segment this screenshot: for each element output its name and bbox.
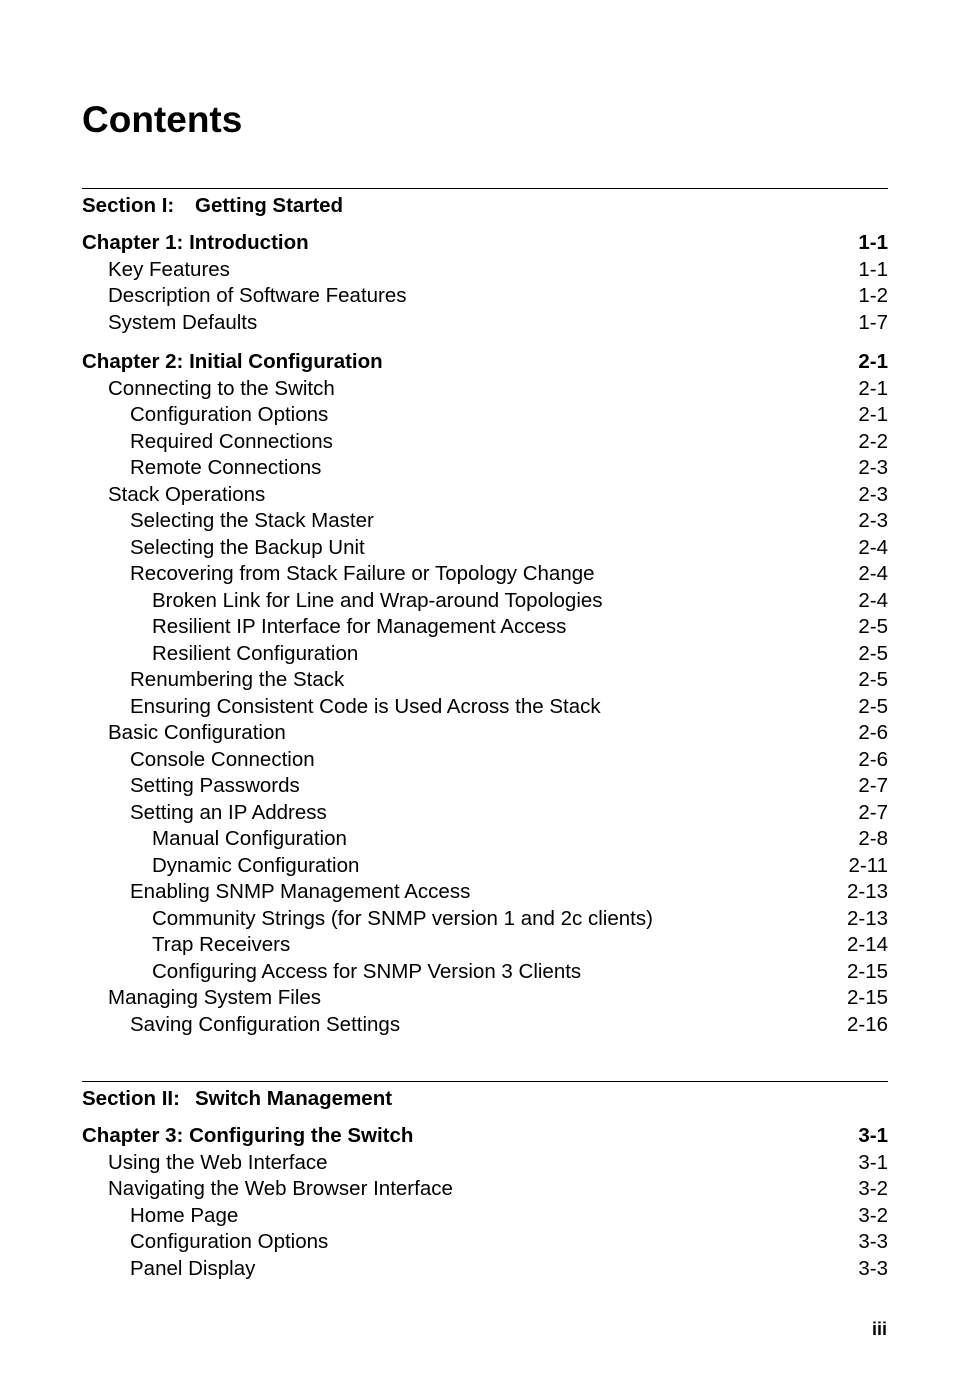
toc-entry bbox=[82, 667, 888, 694]
toc-entry-page: 1-1 bbox=[858, 231, 888, 254]
toc-entry-title: Required Connections bbox=[130, 429, 333, 453]
toc-entry-page: 3-2 bbox=[858, 1203, 888, 1227]
toc-entry-title: Recovering from Stack Failure or Topology Change bbox=[130, 562, 595, 585]
toc-entry-title: Chapter 2: Initial Configuration bbox=[82, 350, 383, 373]
toc-entry bbox=[82, 283, 888, 310]
section-heading bbox=[82, 193, 343, 219]
toc-entry-page: 1-1 bbox=[858, 257, 888, 281]
toc-entry-page: 2-4 bbox=[858, 588, 888, 612]
toc-entry-page: 2-3 bbox=[858, 509, 888, 532]
toc-entry-title: Selecting the Backup Unit bbox=[130, 535, 365, 559]
toc-entry bbox=[82, 614, 888, 641]
toc-entry bbox=[82, 906, 888, 933]
toc-entry-page: 2-6 bbox=[858, 721, 888, 744]
toc-entry-title: Selecting the Stack Master bbox=[130, 509, 374, 532]
toc-entry bbox=[82, 455, 888, 482]
toc-entry-title: Stack Operations bbox=[108, 482, 266, 506]
section-heading bbox=[82, 1086, 392, 1112]
toc-entry bbox=[82, 257, 888, 284]
toc-entry-page: 2-15 bbox=[846, 959, 888, 983]
toc-entry bbox=[82, 1229, 888, 1256]
toc-entry-title: Broken Link for Line and Wrap-around Topologies bbox=[152, 588, 603, 612]
toc-entry bbox=[82, 932, 888, 959]
toc-entry-title: Basic Configuration bbox=[108, 721, 286, 744]
toc-entry-page: 2-2 bbox=[858, 429, 888, 453]
chapter-heading bbox=[82, 230, 888, 257]
toc-entry-title: Configuring Access for SNMP Version 3 Clients bbox=[152, 959, 582, 983]
toc-entry-title: Community Strings (for SNMP version 1 and 2c clients) bbox=[152, 906, 653, 930]
chapter-heading bbox=[82, 1123, 888, 1150]
toc-entry-title: Ensuring Consistent Code is Used Across the Stack bbox=[130, 694, 601, 718]
toc-entry-title: Configuration Options bbox=[130, 403, 329, 426]
toc-entry-title: Resilient Configuration bbox=[152, 641, 359, 665]
toc-entry bbox=[82, 588, 888, 615]
toc-entry bbox=[82, 959, 888, 986]
toc-entry-page: 2-3 bbox=[858, 456, 888, 479]
toc-entry-title: Description of Software Features bbox=[108, 284, 407, 307]
toc-entry-title: Remote Connections bbox=[130, 456, 322, 479]
toc-chapter-block bbox=[82, 1123, 888, 1282]
toc-entry-title: Navigating the Web Browser Interface bbox=[108, 1177, 453, 1200]
toc-entry bbox=[82, 985, 888, 1012]
toc-entry bbox=[82, 376, 888, 403]
section-divider bbox=[82, 188, 888, 189]
toc-entry-page: 2-14 bbox=[846, 933, 888, 956]
toc-entry bbox=[82, 429, 888, 456]
toc-entry bbox=[82, 1150, 888, 1177]
toc-chapter-block bbox=[82, 349, 888, 1038]
toc-entry-title: Key Features bbox=[108, 257, 230, 281]
toc-entry-title: System Defaults bbox=[108, 310, 258, 334]
toc-entry-page: 2-4 bbox=[858, 535, 888, 559]
toc-entry-page: 1-2 bbox=[858, 284, 888, 307]
toc-entry-title: Trap Receivers bbox=[152, 933, 291, 956]
toc-entry-title: Setting an IP Address bbox=[130, 800, 327, 824]
toc-entry-page: 3-2 bbox=[858, 1177, 888, 1200]
toc-entry-page: 3-3 bbox=[858, 1256, 888, 1280]
toc-entry bbox=[82, 747, 888, 774]
page-title: Contents bbox=[82, 99, 243, 140]
toc-entry bbox=[82, 641, 888, 668]
toc-entry bbox=[82, 800, 888, 827]
toc-entry-page: 2-5 bbox=[858, 615, 888, 638]
toc-entry bbox=[82, 853, 888, 880]
toc-entry-page: 2-13 bbox=[846, 880, 888, 903]
toc-entry-title: Chapter 3: Configuring the Switch bbox=[82, 1124, 414, 1147]
toc-entry bbox=[82, 508, 888, 535]
toc-entry-page: 2-7 bbox=[858, 800, 888, 824]
section-divider bbox=[82, 1081, 888, 1082]
section-name: Getting Started bbox=[195, 194, 344, 217]
toc-entry-title: Resilient IP Interface for Management Access bbox=[152, 615, 567, 638]
chapter-heading bbox=[82, 349, 888, 376]
toc-entry-page: 2-7 bbox=[858, 774, 888, 797]
toc-entry-page: 2-5 bbox=[858, 668, 888, 691]
toc-entry bbox=[82, 879, 888, 906]
toc-entry-page: 2-8 bbox=[858, 827, 888, 850]
section-name: Switch Management bbox=[195, 1087, 393, 1110]
toc-entry-page: 2-1 bbox=[858, 403, 888, 426]
toc-entry bbox=[82, 1012, 888, 1039]
toc-entry-page: 2-5 bbox=[858, 641, 888, 665]
toc-entry-title: Using the Web Interface bbox=[108, 1150, 328, 1174]
section-label: Section I: bbox=[82, 194, 175, 217]
toc-entry-title: Dynamic Configuration bbox=[152, 853, 360, 877]
toc-entry-page: 2-15 bbox=[846, 986, 888, 1009]
section-label: Section II: bbox=[82, 1087, 180, 1110]
toc-entry-page: 1-7 bbox=[858, 310, 888, 334]
toc-entry-title: Connecting to the Switch bbox=[108, 376, 335, 400]
toc-entry-page: 3-3 bbox=[858, 1230, 888, 1253]
toc-entry-page: 2-11 bbox=[848, 853, 888, 877]
toc-entry bbox=[82, 535, 888, 562]
toc-entry bbox=[82, 773, 888, 800]
toc-entry bbox=[82, 561, 888, 588]
toc-entry-page: 2-4 bbox=[858, 562, 888, 585]
page-number: iii bbox=[871, 1319, 887, 1339]
toc-entry bbox=[82, 1203, 888, 1230]
toc-entry-page: 2-13 bbox=[846, 906, 888, 930]
toc-entry-title: Home Page bbox=[130, 1203, 239, 1227]
toc-entry-title: Managing System Files bbox=[108, 986, 322, 1009]
toc-entry bbox=[82, 402, 888, 429]
toc-entry-page: 3-1 bbox=[858, 1124, 888, 1147]
toc-chapter-block bbox=[82, 230, 888, 336]
toc-entry bbox=[82, 482, 888, 509]
toc-entry-title: Manual Configuration bbox=[152, 827, 347, 850]
toc-entry-title: Saving Configuration Settings bbox=[130, 1012, 401, 1036]
toc-entry bbox=[82, 1176, 888, 1203]
toc-entry bbox=[82, 694, 888, 721]
toc-entry-page: 2-16 bbox=[846, 1012, 888, 1036]
toc-entry-title: Setting Passwords bbox=[130, 774, 300, 797]
toc-entry bbox=[82, 1256, 888, 1283]
toc-entry-page: 2-3 bbox=[858, 482, 888, 506]
toc-entry bbox=[82, 720, 888, 747]
toc-entry-title: Panel Display bbox=[130, 1256, 256, 1280]
toc-entry-title: Chapter 1: Introduction bbox=[82, 231, 309, 254]
toc-entry-page: 3-1 bbox=[858, 1150, 888, 1174]
toc-entry-title: Enabling SNMP Management Access bbox=[130, 880, 471, 903]
toc-entry-page: 2-6 bbox=[858, 747, 888, 771]
toc-entry-title: Renumbering the Stack bbox=[130, 668, 345, 691]
toc-entry bbox=[82, 310, 888, 337]
toc-entry bbox=[82, 826, 888, 853]
toc-entry-page: 2-1 bbox=[858, 350, 888, 373]
toc-entry-page: 2-1 bbox=[858, 376, 888, 400]
toc-entry-title: Configuration Options bbox=[130, 1230, 329, 1253]
toc-entry-title: Console Connection bbox=[130, 747, 315, 771]
toc-entry-page: 2-5 bbox=[858, 694, 888, 718]
